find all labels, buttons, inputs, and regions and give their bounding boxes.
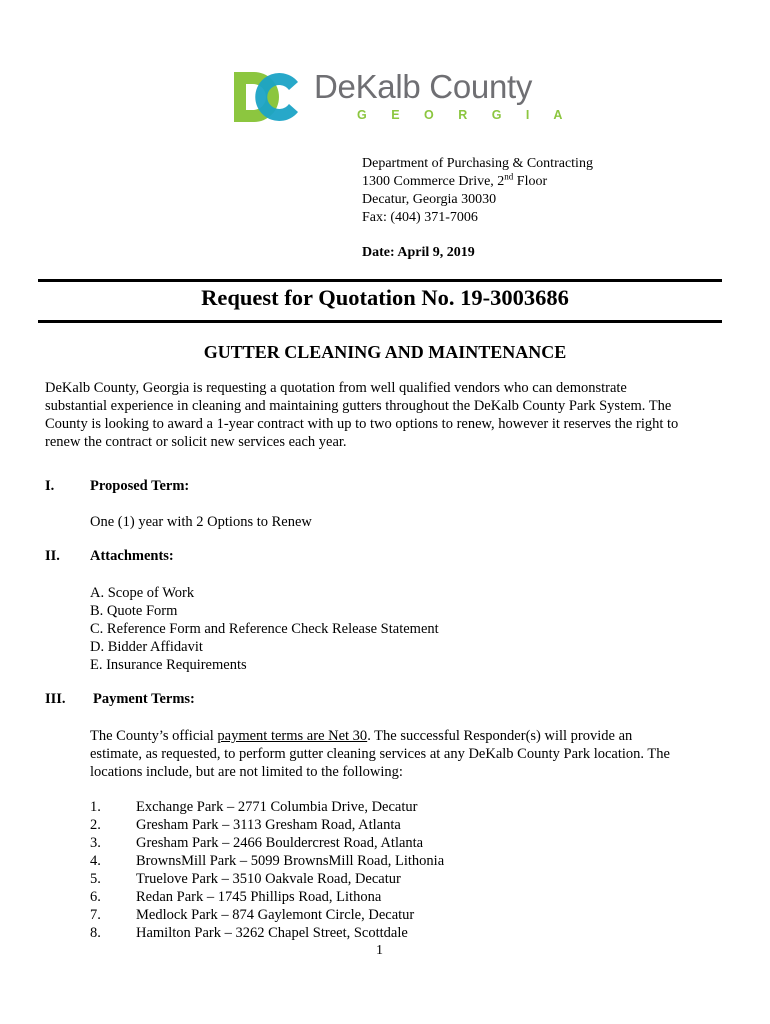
list-item: Gresham Park – 3113 Gresham Road, Atlanta xyxy=(136,817,401,833)
document-date: Date: April 9, 2019 xyxy=(362,245,475,260)
dekalb-county-logo xyxy=(232,68,573,128)
section-3-body: The County’s official payment terms are Net 30. The successful Responder(s) will provide an estimate, as requested, to perform gutter cleaning services at any DeKalb County Park location. The locations include, but are not limited to the following: xyxy=(90,728,670,780)
section-3-title: Payment Terms: xyxy=(93,691,195,707)
list-item-number: 6. xyxy=(90,889,101,905)
list-item-number: 8. xyxy=(90,925,101,941)
section-2-number: II. xyxy=(45,548,60,564)
section-1-body: One (1) year with 2 Options to Renew xyxy=(90,514,312,530)
list-item-number: 3. xyxy=(90,835,101,851)
page-number: 1 xyxy=(376,943,383,958)
payment-terms-text: payment terms are Net 30 xyxy=(217,728,368,744)
logo-county-name: DeKalb County xyxy=(314,68,533,105)
list-item: Hamilton Park – 3262 Chapel Street, Scottdale xyxy=(136,925,408,941)
list-item-number: 7. xyxy=(90,907,101,923)
list-item: E. Insurance Requirements xyxy=(90,657,247,673)
list-item-number: 4. xyxy=(90,853,101,869)
street-address: 1300 Commerce Drive, 2nd Floor xyxy=(362,171,548,189)
department-name: Department of Purchasing & Contracting xyxy=(362,156,593,171)
list-item: Truelove Park – 3510 Oakvale Road, Decatur xyxy=(136,871,401,887)
page-title: Request for Quotation No. 19-3003686 xyxy=(201,285,569,310)
list-item-number: 5. xyxy=(90,871,101,887)
list-item: B. Quote Form xyxy=(90,603,178,619)
list-item: BrownsMill Park – 5099 BrownsMill Road, Lithonia xyxy=(136,853,445,869)
title-top-rule xyxy=(38,279,722,282)
attachments-list xyxy=(90,584,439,674)
list-item-number: 2. xyxy=(90,817,101,833)
city-state-zip: Decatur, Georgia 30030 xyxy=(362,192,497,207)
logo-state-name: G E O R G I A xyxy=(357,108,573,122)
title-bottom-rule xyxy=(38,320,722,323)
section-3-number: III. xyxy=(45,691,66,707)
dc-logo-mark-icon xyxy=(232,68,302,126)
list-item-number: 1. xyxy=(90,799,101,815)
intro-paragraph: DeKalb County, Georgia is requesting a quotation from well qualified vendors who can demonstrate substantial experience in cleaning and maintaining gutters throughout the DeKalb County Park System. The County is looking to award a 1-year contract with up to two options to renew, however it reserves the right to renew the contract or solicit new services each year. xyxy=(45,380,679,450)
list-item: Medlock Park – 874 Gaylemont Circle, Decatur xyxy=(136,907,415,923)
fax-number: Fax: (404) 371-7006 xyxy=(362,210,478,225)
list-item: Redan Park – 1745 Phillips Road, Lithona xyxy=(136,889,382,905)
list-item: Exchange Park – 2771 Columbia Drive, Decatur xyxy=(136,799,418,815)
list-item: C. Reference Form and Reference Check Release Statement xyxy=(90,621,439,637)
page-subtitle: GUTTER CLEANING AND MAINTENANCE xyxy=(203,342,567,362)
list-item: Gresham Park – 2466 Bouldercrest Road, Atlanta xyxy=(136,835,424,851)
section-2-title: Attachments: xyxy=(90,548,174,564)
address-block xyxy=(362,155,593,227)
list-item: D. Bidder Affidavit xyxy=(90,639,203,655)
section-1-title: Proposed Term: xyxy=(90,478,190,494)
section-1-number: I. xyxy=(45,478,55,494)
list-item: A. Scope of Work xyxy=(90,585,195,601)
